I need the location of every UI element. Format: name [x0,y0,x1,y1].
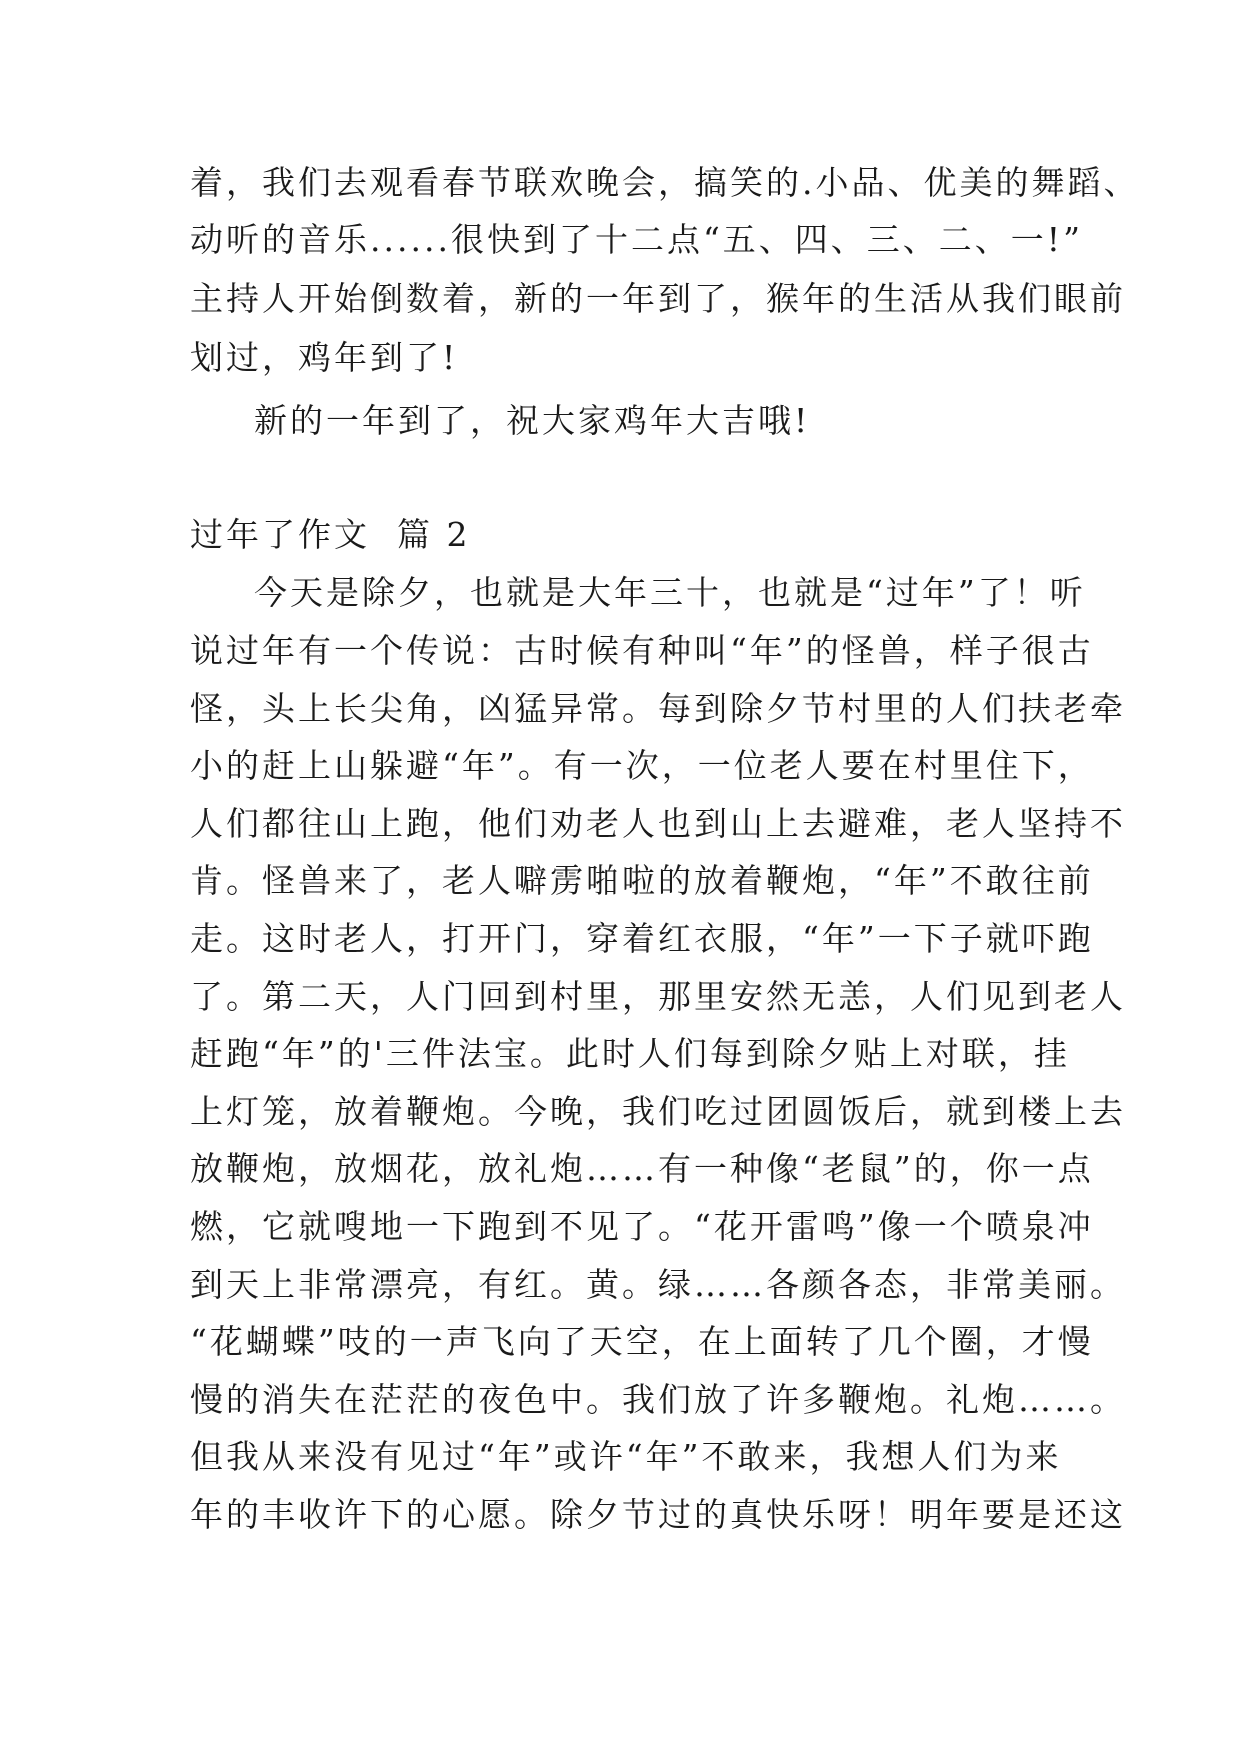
paragraph-line: 到天上非常漂亮，有红。黄。绿……各颜各态，非常美丽。 [190,1265,1126,1304]
paragraph-line: 主持人开始倒数着，新的一年到了，猴年的生活从我们眼前 [190,279,1126,318]
paragraph-line: 赶跑“年”的'三件法宝。此时人们每到除夕贴上对联，挂 [190,1034,1070,1073]
closing-line: 新的一年到了，祝大家鸡年大吉哦! [254,401,811,440]
paragraph-line: 划过，鸡年到了! [190,338,459,377]
paragraph-line: 慢的消失在茫茫的夜色中。我们放了许多鞭炮。礼炮……。 [190,1380,1126,1419]
paragraph-line: “花蝴蝶”吱的一声飞向了天空，在上面转了几个圈，才慢 [190,1322,1094,1361]
paragraph-line: 着，我们去观看春节联欢晚会，搞笑的.小品、优美的舞蹈、 [190,163,1140,202]
section-heading: 过年了作文 篇 2 [190,515,471,554]
paragraph-line: 小的赶上山躲避“年”。有一次，一位老人要在村里住下， [190,746,1094,785]
paragraph-line: 了。第二天，人门回到村里，那里安然无恙，人们见到老人 [190,977,1126,1016]
paragraph-line: 肯。怪兽来了，老人噼雳啪啦的放着鞭炮，“年”不敢往前 [190,861,1094,900]
paragraph-line: 今天是除夕，也就是大年三十，也就是“过年”了！听 [254,573,1086,612]
paragraph-line: 放鞭炮，放烟花，放礼炮……有一种像“老鼠”的，你一点 [190,1149,1094,1188]
paragraph-line: 年的丰收许下的心愿。除夕节过的真快乐呀！明年要是还这 [190,1495,1126,1534]
paragraph-line: 动听的音乐......很快到了十二点“五、四、三、二、一!” [190,220,1083,259]
paragraph-line: 说过年有一个传说：古时候有种叫“年”的怪兽，样子很古 [190,631,1094,670]
paragraph-line: 走。这时老人，打开门，穿着红衣服，“年”一下子就吓跑 [190,919,1094,958]
paragraph-line: 燃，它就嗖地一下跑到不见了。“花开雷鸣”像一个喷泉冲 [190,1207,1094,1246]
paragraph-line: 人们都往山上跑，他们劝老人也到山上去避难，老人坚持不 [190,804,1126,843]
paragraph-line: 但我从来没有见过“年”或许“年”不敢来，我想人们为来 [190,1437,1062,1476]
paragraph-line: 怪，头上长尖角，凶猛异常。每到除夕节村里的人们扶老牵 [190,689,1126,728]
paragraph-line: 上灯笼，放着鞭炮。今晚，我们吃过团圆饭后，就到楼上去 [190,1092,1126,1131]
